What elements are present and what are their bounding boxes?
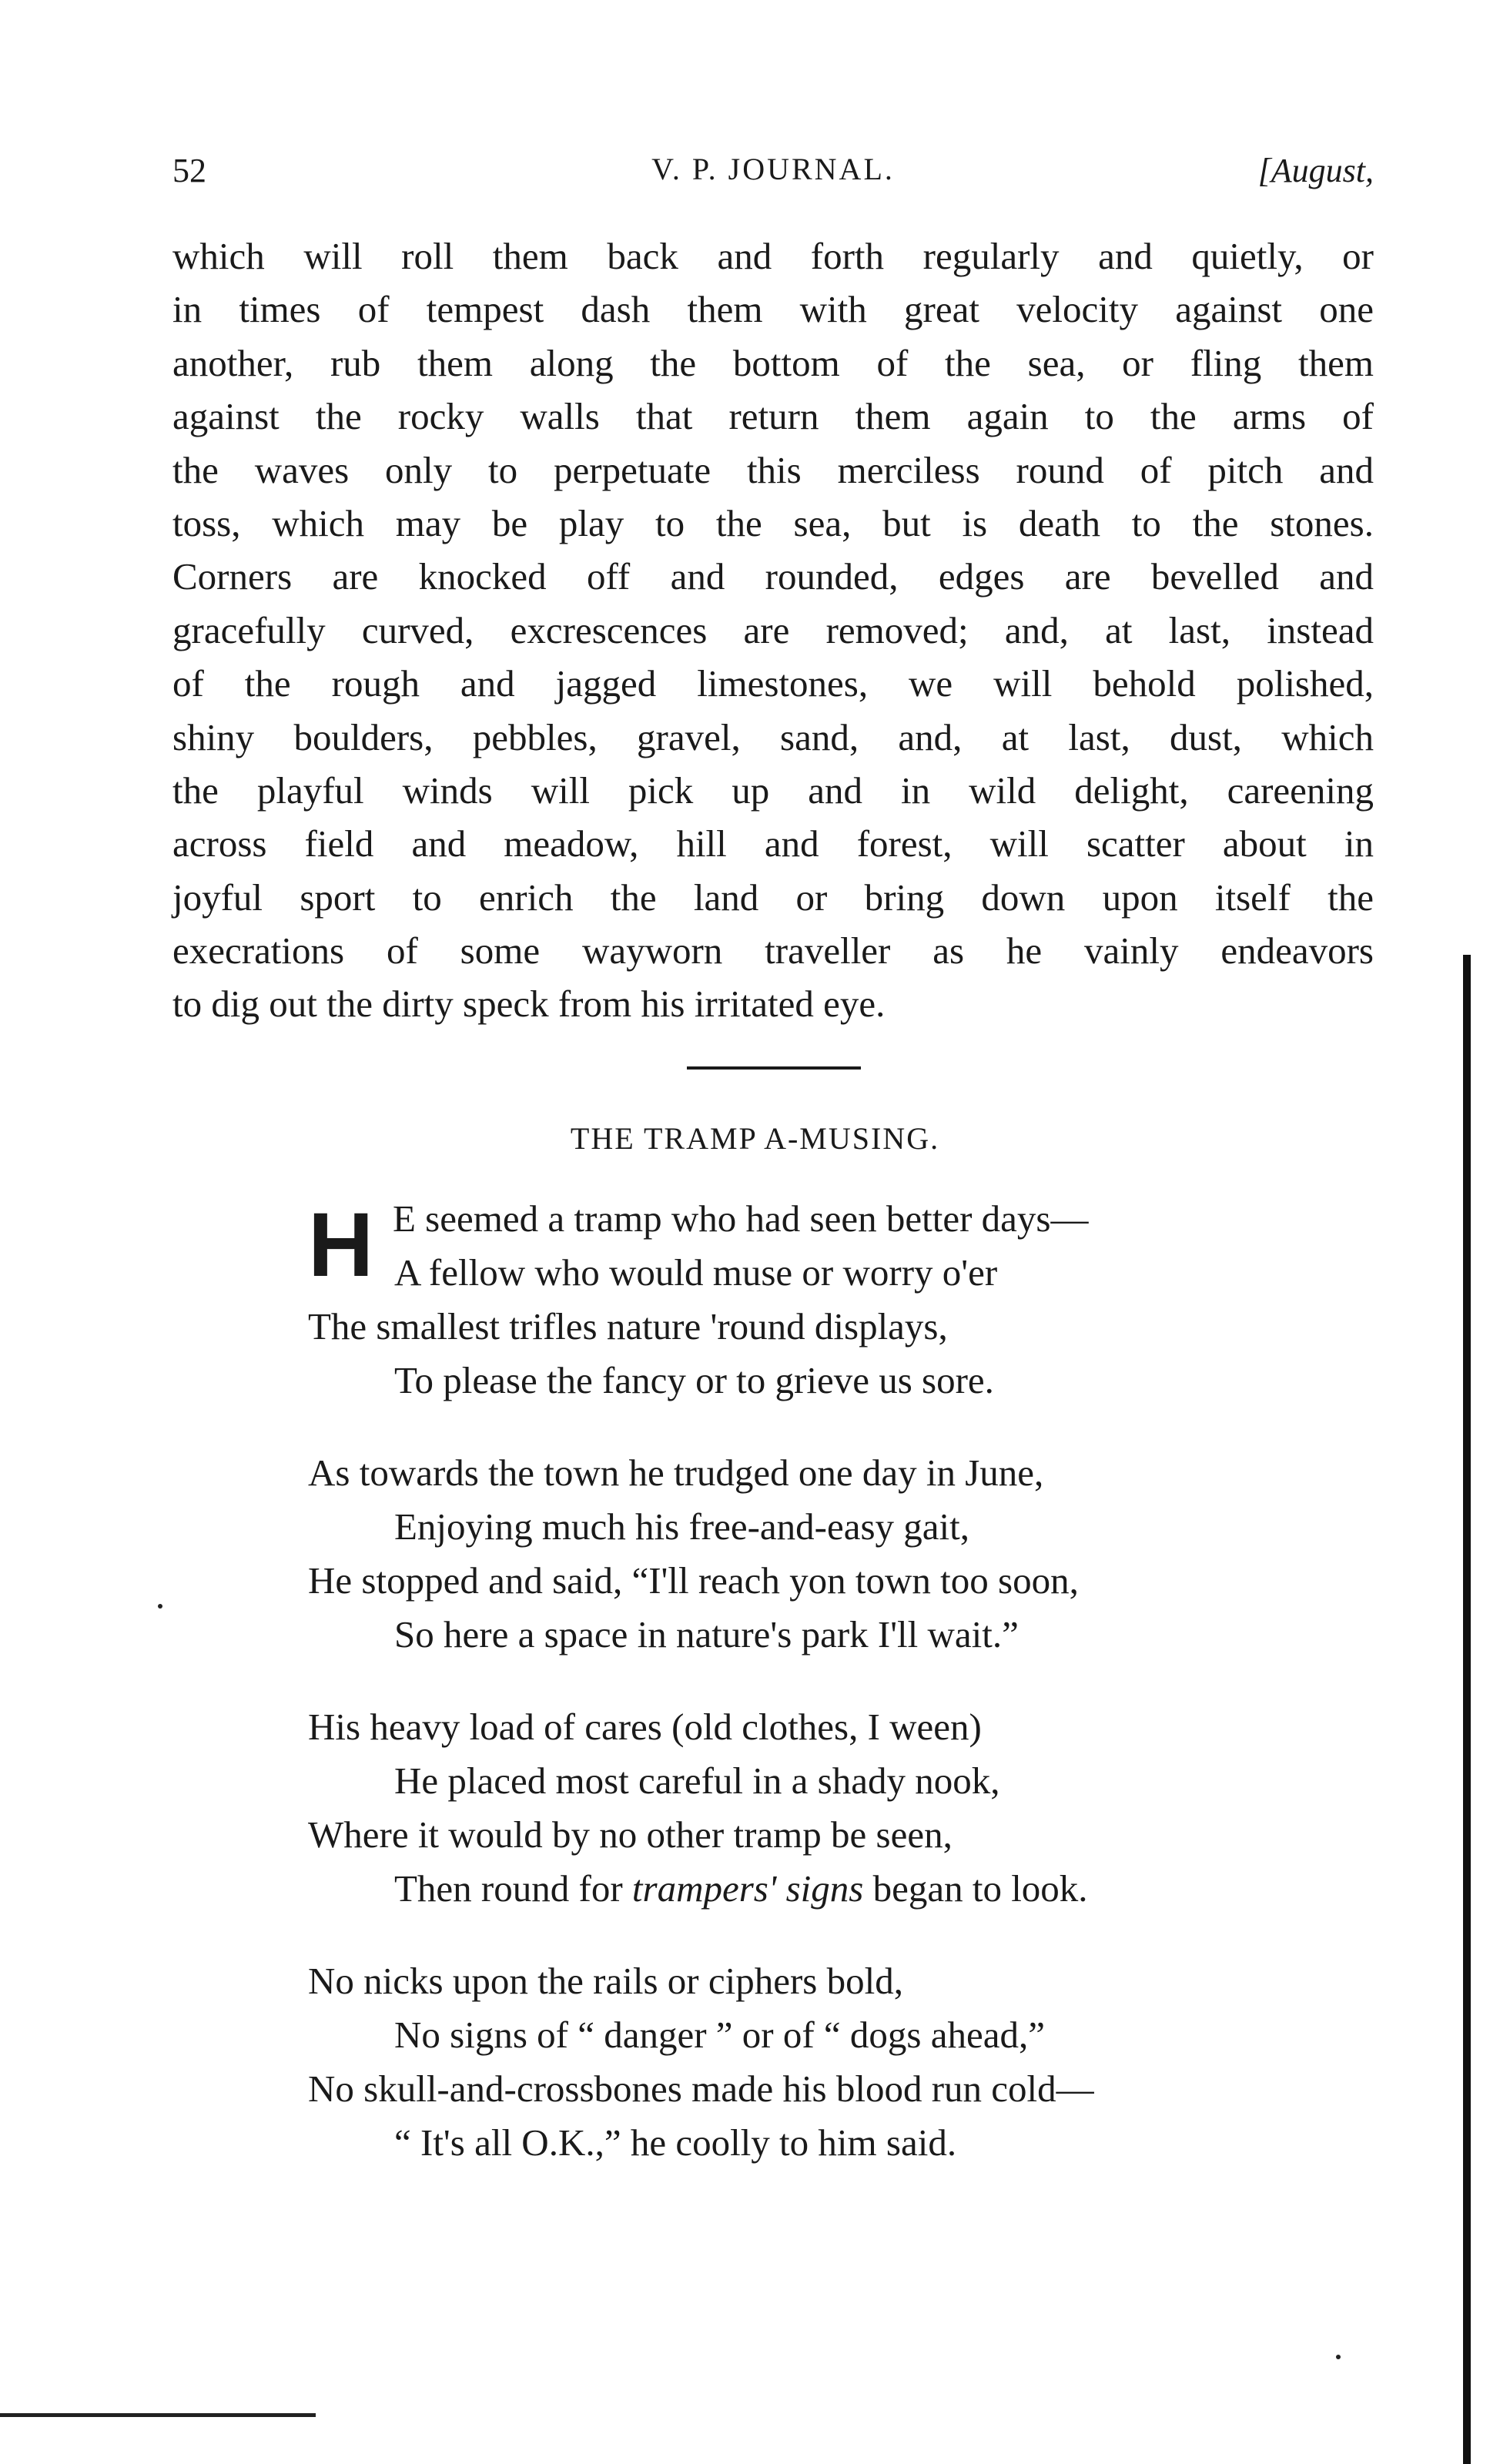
- poem-text: began to look.: [863, 1867, 1088, 1910]
- poem-line: As towards the town he trudged one day in June,: [308, 1451, 1044, 1494]
- poem-line: No signs of “ danger ” or of “ dogs ahead,”: [394, 2014, 1045, 2056]
- prose-line: joyful sport to enrich the land or bring down upon itself the: [172, 875, 1374, 919]
- poem-line: Where it would by no other tramp be seen,: [308, 1813, 953, 1856]
- drop-cap: H: [308, 1194, 374, 1296]
- italic-phrase: trampers' signs: [631, 1867, 864, 1910]
- prose-line: which will roll them back and forth regularly and quietly, or: [172, 235, 1374, 277]
- prose-line: across field and meadow, hill and forest, will scatter about in: [172, 822, 1374, 865]
- poem-line: Enjoying much his free-and-easy gait,: [394, 1505, 970, 1548]
- poem-line: He stopped and said, “I'll reach yon town too soon,: [308, 1559, 1079, 1602]
- prose-line: to dig out the dirty speck from his irritated eye.: [172, 983, 886, 1026]
- prose-paragraph: [172, 229, 1374, 1031]
- prose-line: against the rocky walls that return them again to the arms of: [172, 395, 1374, 438]
- page-edge-shadow: [1463, 955, 1471, 2464]
- prose-line: the playful winds will pick up and in wild delight, careening: [172, 768, 1374, 812]
- prose-line: Corners are knocked off and rounded, edges are bevelled and: [172, 555, 1374, 598]
- page-number: 52: [172, 152, 206, 189]
- poem-line: The smallest trifles nature 'round displays,: [308, 1305, 948, 1348]
- poem-line: His heavy load of cares (old clothes, I ween): [308, 1706, 982, 1748]
- prose-line: toss, which may be play to the sea, but is death to the stones.: [172, 501, 1374, 544]
- print-speck: [158, 1604, 162, 1609]
- poem-line: No skull-and-crossbones made his blood run cold—: [308, 2067, 1094, 2110]
- prose-line: the waves only to perpetuate this merciless round of pitch and: [172, 448, 1374, 491]
- prose-line: of the rough and jagged limestones, we will behold polished,: [172, 662, 1374, 705]
- poem-title: THE TRAMP A-MUSING.: [570, 1121, 940, 1156]
- poem-line: A fellow who would muse or worry o'er: [394, 1251, 998, 1294]
- poem-line: No nicks upon the rails or ciphers bold,: [308, 1960, 903, 2002]
- running-header: [172, 151, 1374, 197]
- poem-line: He placed most careful in a shady nook,: [394, 1759, 1000, 1802]
- poem-line: “ It's all O.K.,” he coolly to him said.: [394, 2121, 957, 2164]
- poem-line: To please the fancy or to grieve us sore.: [394, 1359, 994, 1401]
- poem-text: Then round for: [394, 1867, 632, 1910]
- bottom-edge-mark: [0, 2413, 316, 2417]
- prose-line: another, rub them along the bottom of the sea, or fling them: [172, 341, 1374, 384]
- print-speck: [1336, 2355, 1341, 2359]
- poem-line: E seemed a tramp who had seen better days—: [393, 1197, 1089, 1240]
- section-divider: [687, 1066, 861, 1070]
- poem-line: So here a space in nature's park I'll wait.”: [394, 1613, 1019, 1656]
- prose-line: in times of tempest dash them with great velocity against one: [172, 288, 1374, 331]
- header-month: [August,: [1257, 152, 1374, 189]
- poem-line: [394, 1862, 1088, 1916]
- journal-title: V. P. JOURNAL.: [651, 152, 895, 186]
- prose-line: gracefully curved, excrescences are removed; and, at last, instead: [172, 608, 1374, 651]
- prose-line: execrations of some wayworn traveller as he vainly endeavors: [172, 929, 1374, 973]
- prose-line: shiny boulders, pebbles, gravel, sand, and, at last, dust, which: [172, 715, 1374, 758]
